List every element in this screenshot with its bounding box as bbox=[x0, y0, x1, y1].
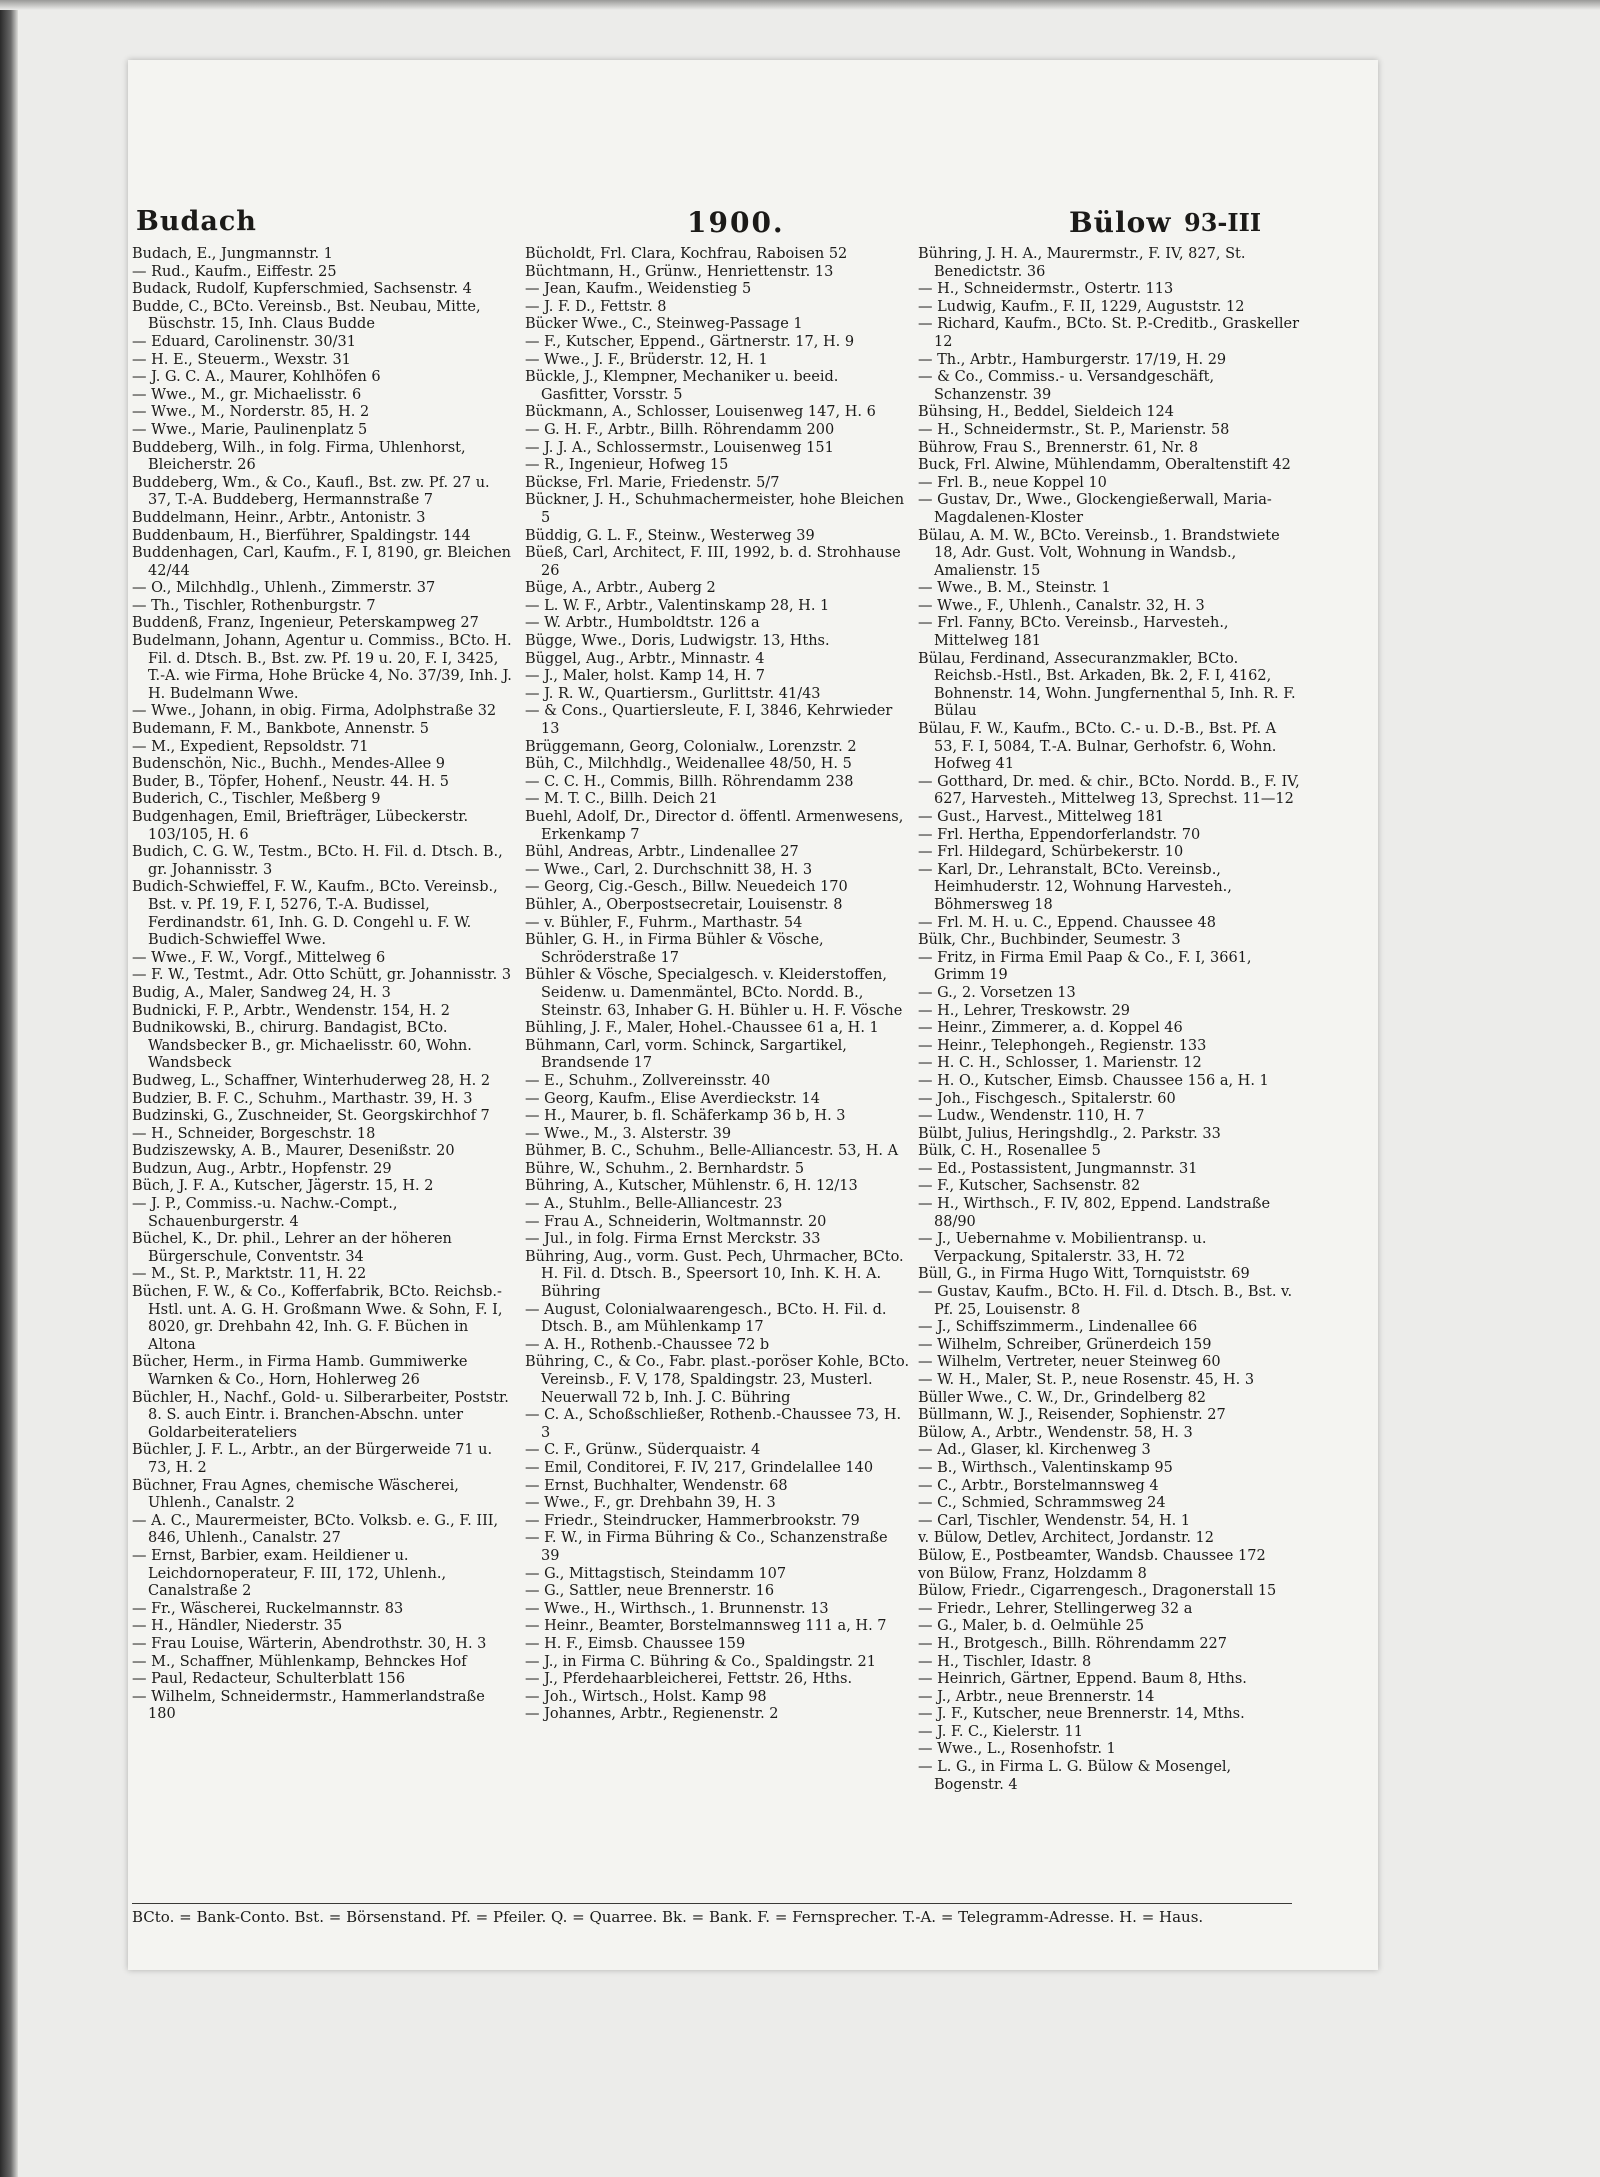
directory-entry: — Wwe., M., Norderstr. 85, H. 2 bbox=[132, 404, 370, 421]
directory-entry: — M., St. P., Marktstr. 11, H. 22 bbox=[132, 1266, 367, 1283]
directory-entry: Bülau, A. M. W., BCto. Vereinsb., 1. Brandstwiete 18, Adr. Gust. Volt, Wohnung in Wandsb., Amalienstr. 15 bbox=[918, 527, 1280, 579]
directory-entry: Büge, A., Arbtr., Auberg 2 bbox=[525, 580, 716, 597]
directory-entry: — L. W. F., Arbtr., Valentinskamp 28, H. 1 bbox=[525, 597, 830, 614]
directory-entry: — F., Kutscher, Eppend., Gärtnerstr. 17, H. 9 bbox=[525, 333, 855, 350]
directory-entry: Büddig, G. L. F., Steinw., Westerweg 39 bbox=[525, 527, 815, 544]
directory-entry: — Ad., Glaser, kl. Kirchenweg 3 bbox=[918, 1442, 1151, 1459]
directory-entry: — H., Schneidermstr., Ostertr. 113 bbox=[918, 281, 1174, 298]
directory-entry: — Fritz, in Firma Emil Paap & Co., F. I, 3661, Grimm 19 bbox=[918, 949, 1252, 984]
directory-entry: — J. J. A., Schlossermstr., Louisenweg 151 bbox=[525, 439, 834, 456]
directory-entry: — & Co., Commiss.- u. Versandgeschäft, Schanzenstr. 39 bbox=[918, 369, 1215, 403]
directory-column-2 bbox=[525, 246, 910, 1916]
directory-entry: Büh, C., Milchhdlg., Weidenallee 48/50, H. 5 bbox=[525, 756, 852, 773]
directory-entry: — C. C. H., Commis, Billh. Röhrendamm 238 bbox=[525, 773, 854, 790]
header-year: 1900. bbox=[687, 206, 785, 239]
page-number: 93-III bbox=[1184, 208, 1262, 237]
directory-entry: — Wwe., L., Rosenhofstr. 1 bbox=[918, 1741, 1116, 1758]
directory-entry: Buddelmann, Heinr., Arbtr., Antonistr. 3 bbox=[132, 509, 426, 526]
directory-entry: Bühler, G. H., in Firma Bühler & Vösche, Schröderstraße 17 bbox=[525, 932, 824, 966]
scan-edge-top bbox=[0, 0, 1600, 10]
directory-entry: Brüggemann, Georg, Colonialw., Lorenzstr. 2 bbox=[525, 738, 857, 755]
directory-entry: — H., Brotgesch., Billh. Röhrendamm 227 bbox=[918, 1635, 1227, 1652]
directory-entry: — R., Ingenieur, Hofweg 15 bbox=[525, 457, 729, 474]
directory-entry: — Ludw., Wendenstr. 110, H. 7 bbox=[918, 1108, 1145, 1125]
directory-entry: Büchtmann, H., Grünw., Henriettenstr. 13 bbox=[525, 263, 834, 280]
directory-entry: — Wwe., Marie, Paulinenplatz 5 bbox=[132, 421, 368, 438]
directory-entry: — J. P., Commiss.-u. Nachw.-Compt., Schauenburgerstr. 4 bbox=[132, 1196, 398, 1230]
directory-entry: — B., Wirthsch., Valentinskamp 95 bbox=[918, 1459, 1173, 1476]
directory-entry: — Heinrich, Gärtner, Eppend. Baum 8, Hths. bbox=[918, 1671, 1247, 1688]
directory-entry: — H., Maurer, b. fl. Schäferkamp 36 b, H. 3 bbox=[525, 1108, 846, 1125]
directory-entry: Bülk, Chr., Buchbinder, Seumestr. 3 bbox=[918, 932, 1181, 949]
scan-edge-left bbox=[0, 0, 18, 2177]
directory-entry: — Georg, Kaufm., Elise Averdieckstr. 14 bbox=[525, 1090, 820, 1107]
directory-column-3 bbox=[918, 246, 1303, 1916]
directory-entry: v. Bülow, Detlev, Architect, Jordanstr. 12 bbox=[918, 1530, 1214, 1547]
directory-entry: — J., Schiffszimmerm., Lindenallee 66 bbox=[918, 1319, 1198, 1336]
directory-entry: Bühler & Vösche, Specialgesch. v. Kleiderstoffen, Seidenw. u. Damenmäntel, BCto. Nordd. B., Steinstr. 63, Inhaber G. H. Bühler u. H. F. Vösche bbox=[525, 967, 903, 1019]
directory-entry: — Gustav, Dr., Wwe., Glockengießerwall, Maria-Magdalenen-Kloster bbox=[918, 492, 1272, 526]
directory-entry: — A., Stuhlm., Belle-Alliancestr. 23 bbox=[525, 1196, 783, 1213]
directory-entry: — Wwe., M., 3. Alsterstr. 39 bbox=[525, 1125, 732, 1142]
directory-entry: Budzun, Aug., Arbtr., Hopfenstr. 29 bbox=[132, 1160, 392, 1177]
directory-entry: Bülbt, Julius, Heringshdlg., 2. Parkstr. 33 bbox=[918, 1125, 1221, 1142]
directory-entry: — Wwe., F., Uhlenh., Canalstr. 32, H. 3 bbox=[918, 597, 1205, 614]
directory-entry: — Ed., Postassistent, Jungmannstr. 31 bbox=[918, 1160, 1198, 1177]
directory-entry: Budgenhagen, Emil, Briefträger, Lübeckerstr. 103/105, H. 6 bbox=[132, 809, 469, 843]
directory-entry: — Wilhelm, Schreiber, Grünerdeich 159 bbox=[918, 1336, 1212, 1353]
directory-entry: — H., Schneider, Borgeschstr. 18 bbox=[132, 1125, 376, 1142]
directory-entry: Budweg, L., Schaffner, Winterhuderweg 28, H. 2 bbox=[132, 1072, 491, 1089]
directory-entry: — Frl. Hertha, Eppendorferlandstr. 70 bbox=[918, 826, 1201, 843]
abbreviation-legend: BCto. = Bank-Conto. Bst. = Börsenstand. Pf. = Pfeiler. Q. = Quarree. Bk. = Bank. F. = Fernsprecher. T.-A. = Telegramm-Adresse. H. = Haus. bbox=[132, 1908, 1204, 1926]
directory-entry: — Th., Tischler, Rothenburgstr. 7 bbox=[132, 597, 376, 614]
directory-entry: Bühmer, B. C., Schuhm., Belle-Alliancestr. 53, H. A bbox=[525, 1143, 899, 1160]
directory-entry: — G., Mittagstisch, Steindamm 107 bbox=[525, 1565, 787, 1582]
directory-entry: — Heinr., Beamter, Borstelmannsweg 111 a, H. 7 bbox=[525, 1618, 887, 1635]
directory-entry: Bühsing, H., Beddel, Sieldeich 124 bbox=[918, 404, 1174, 421]
directory-entry: Buddeberg, Wilh., in folg. Firma, Uhlenhorst, Bleicherstr. 26 bbox=[132, 439, 466, 474]
directory-entry: Budich, C. G. W., Testm., BCto. H. Fil. d. Dtsch. B., gr. Johannisstr. 3 bbox=[132, 844, 503, 878]
directory-entry: — August, Colonialwaarengesch., BCto. H. Fil. d. Dtsch. B., am Mühlenkamp 17 bbox=[525, 1301, 887, 1336]
directory-entry: — H. O., Kutscher, Eimsb. Chaussee 156 a, H. 1 bbox=[918, 1072, 1269, 1089]
directory-entry: Büchen, F. W., & Co., Kofferfabrik, BCto. Reichsb.-Hstl. unt. A. G. H. Großmann Wwe. & Sohn, F. I, 8020, gr. Drehbahn 42, Inh. G. F. Büchen in Altona bbox=[132, 1284, 503, 1353]
directory-entry: — Wwe., F., gr. Drehbahn 39, H. 3 bbox=[525, 1495, 776, 1512]
header-left-keyword: Budach bbox=[136, 206, 257, 237]
directory-entry: — Friedr., Lehrer, Stellingerweg 32 a bbox=[918, 1600, 1193, 1617]
directory-entry: — G., Sattler, neue Brennerstr. 16 bbox=[525, 1583, 775, 1600]
directory-entry: — Wwe., J. F., Brüderstr. 12, H. 1 bbox=[525, 351, 768, 368]
directory-entry: Budziszewsky, A. B., Maurer, Desenißstr. 20 bbox=[132, 1143, 455, 1160]
directory-entry: Budde, C., BCto. Vereinsb., Bst. Neubau, Mitte, Büschstr. 15, Inh. Claus Budde bbox=[132, 298, 481, 333]
directory-entry: — Karl, Dr., Lehranstalt, BCto. Vereinsb., Heimhuderstr. 12, Wohnung Harvesteh., Böhmersweg 18 bbox=[918, 861, 1232, 913]
directory-entry: — J., Pferdehaarbleicherei, Fettstr. 26, Hths. bbox=[525, 1671, 853, 1688]
directory-entry: — Friedr., Steindrucker, Hammerbrookstr. 79 bbox=[525, 1512, 860, 1529]
directory-entry: — Wwe., F. W., Vorgf., Mittelweg 6 bbox=[132, 949, 386, 966]
directory-entry: — Emil, Conditorei, F. IV, 217, Grindelallee 140 bbox=[525, 1459, 874, 1476]
directory-entry: — Gotthard, Dr. med. & chir., BCto. Nordd. B., F. IV, 627, Harvesteh., Mittelweg 13, Sprechst. 11—12 bbox=[918, 773, 1300, 808]
directory-entry: Bühl, Andreas, Arbtr., Lindenallee 27 bbox=[525, 844, 799, 861]
directory-entry: — H., Wirthsch., F. IV, 802, Eppend. Landstraße 88/90 bbox=[918, 1196, 1271, 1230]
directory-entry: Buder, B., Töpfer, Hohenf., Neustr. 44. H. 5 bbox=[132, 773, 450, 790]
directory-entry: — J., in Firma C. Bühring & Co., Spaldingstr. 21 bbox=[525, 1653, 876, 1670]
directory-entry: — Wwe., M., gr. Michaelisstr. 6 bbox=[132, 386, 362, 403]
directory-entry: Bülau, Ferdinand, Assecuranzmakler, BCto. Reichsb.-Hstl., Bst. Arkaden, Bk. 2, F. I, 4162, Bohnenstr. 14, Wohn. Jungfernenthal 5, Inh. R. F. Bülau bbox=[918, 650, 1296, 720]
directory-entry: — Johannes, Arbtr., Regienenstr. 2 bbox=[525, 1706, 779, 1723]
directory-entry: — F. W., Testmt., Adr. Otto Schütt, gr. Johannisstr. 3 bbox=[132, 967, 512, 984]
directory-entry: — F., Kutscher, Sachsenstr. 82 bbox=[918, 1178, 1141, 1195]
directory-entry: — Jul., in folg. Firma Ernst Merckstr. 33 bbox=[525, 1231, 821, 1248]
directory-entry: — Carl, Tischler, Wendenstr. 54, H. 1 bbox=[918, 1512, 1191, 1529]
directory-entry: Bückse, Frl. Marie, Friedenstr. 5/7 bbox=[525, 474, 780, 491]
directory-entry: Bühring, J. H. A., Maurermstr., F. IV, 827, St. Benedictstr. 36 bbox=[918, 246, 1246, 280]
directory-entry: Büchner, Frau Agnes, chemische Wäscherei, Uhlenh., Canalstr. 2 bbox=[132, 1477, 459, 1512]
directory-entry: Bückner, J. H., Schuhmachermeister, hohe Bleichen 5 bbox=[525, 492, 905, 526]
directory-entry: — H. F., Eimsb. Chaussee 159 bbox=[525, 1635, 746, 1652]
directory-entry: Budnicki, F. P., Arbtr., Wendenstr. 154, H. 2 bbox=[132, 1002, 451, 1019]
directory-entry: — Frau A., Schneiderin, Woltmannstr. 20 bbox=[525, 1213, 827, 1230]
directory-entry: — Frl. Hildegard, Schürbekerstr. 10 bbox=[918, 844, 1184, 861]
directory-entry: — J. F. C., Kielerstr. 11 bbox=[918, 1723, 1083, 1740]
directory-entry: Budenschön, Nic., Buchh., Mendes-Allee 9 bbox=[132, 756, 445, 773]
directory-entry: — A. C., Maurermeister, BCto. Volksb. e. G., F. III, 846, Uhlenh., Canalstr. 27 bbox=[132, 1512, 499, 1547]
directory-entry: — J. R. W., Quartiersm., Gurlittstr. 41/43 bbox=[525, 685, 821, 702]
directory-entry: Bührow, Frau S., Brennerstr. 61, Nr. 8 bbox=[918, 439, 1199, 456]
directory-entry: — G., 2. Vorsetzen 13 bbox=[918, 984, 1076, 1001]
directory-entry: Bühler, A., Oberpostsecretair, Louisenstr. 8 bbox=[525, 896, 843, 913]
directory-entry: — J., Maler, holst. Kamp 14, H. 7 bbox=[525, 668, 765, 685]
directory-entry: — F. W., in Firma Bühring & Co., Schanzenstraße 39 bbox=[525, 1530, 888, 1564]
directory-entry: — & Cons., Quartiersleute, F. I, 3846, Kehrwieder 13 bbox=[525, 703, 893, 738]
directory-entry: von Bülow, Franz, Holzdamm 8 bbox=[918, 1565, 1147, 1582]
directory-entry: — Wilhelm, Vertreter, neuer Steinweg 60 bbox=[918, 1354, 1221, 1371]
directory-entry: Budzier, B. F. C., Schuhm., Marthastr. 39, H. 3 bbox=[132, 1090, 473, 1107]
directory-entry: Budich-Schwieffel, F. W., Kaufm., BCto. Vereinsb., Bst. v. Pf. 19, F. I, 5276, T.-A. Budissel, Ferdinandstr. 61, Inh. G. D. Congehl u. F. W. Budich-Schwieffel Wwe. bbox=[132, 879, 498, 949]
directory-entry: Büchel, K., Dr. phil., Lehrer an der höheren Bürgerschule, Conventstr. 34 bbox=[132, 1231, 452, 1265]
directory-entry: Budemann, F. M., Bankbote, Annenstr. 5 bbox=[132, 721, 430, 738]
directory-entry: Buderich, C., Tischler, Meßberg 9 bbox=[132, 791, 381, 808]
directory-entry: Bücholdt, Frl. Clara, Kochfrau, Raboisen 52 bbox=[525, 246, 848, 262]
directory-entry: — W. H., Maler, St. P., neue Rosenstr. 45, H. 3 bbox=[918, 1372, 1255, 1388]
directory-entry: — Frl. Fanny, BCto. Vereinsb., Harvesteh., Mittelweg 181 bbox=[918, 615, 1229, 650]
directory-entry: Buck, Frl. Alwine, Mühlendamm, Oberaltenstift 42 bbox=[918, 457, 1291, 474]
directory-entry: Bühre, W., Schuhm., 2. Bernhardstr. 5 bbox=[525, 1160, 805, 1177]
directory-entry: — E., Schuhm., Zollvereinsstr. 40 bbox=[525, 1072, 771, 1089]
directory-entry: Büllmann, W. J., Reisender, Sophienstr. 27 bbox=[918, 1407, 1226, 1424]
directory-entry: — Jean, Kaufm., Weidenstieg 5 bbox=[525, 281, 752, 298]
directory-entry: — J. F. D., Fettstr. 8 bbox=[525, 298, 667, 315]
directory-entry: — Frl. B., neue Koppel 10 bbox=[918, 474, 1107, 491]
directory-entry: Buddenhagen, Carl, Kaufm., F. I, 8190, gr. Bleichen 42/44 bbox=[132, 545, 511, 579]
directory-entry: — Wwe., H., Wirthsch., 1. Brunnenstr. 13 bbox=[525, 1600, 829, 1617]
directory-entry: Büchler, J. F. L., Arbtr., an der Bürgerweide 71 u. 73, H. 2 bbox=[132, 1442, 493, 1476]
directory-entry: Buddenß, Franz, Ingenieur, Peterskampweg 27 bbox=[132, 615, 479, 632]
directory-entry: — J., Uebernahme v. Mobilientransp. u. Verpackung, Spitalerstr. 33, H. 72 bbox=[918, 1231, 1207, 1265]
directory-entry: — Ernst, Buchhalter, Wendenstr. 68 bbox=[525, 1477, 788, 1494]
directory-entry: Bücker Wwe., C., Steinweg-Passage 1 bbox=[525, 316, 803, 333]
directory-entry: — M., Schaffner, Mühlenkamp, Behnckes Hof bbox=[132, 1653, 467, 1670]
directory-entry: — M., Expedient, Repsoldstr. 71 bbox=[132, 738, 369, 755]
directory-entry: — C. F., Grünw., Süderquaistr. 4 bbox=[525, 1442, 761, 1459]
directory-entry: Budelmann, Johann, Agentur u. Commiss., BCto. H. Fil. d. Dtsch. B., Bst. zw. Pf. 19 u. 20, F. I, 3425, T.-A. wie Firma, Hohe Brücke 4, No. 37/39, Inh. J. H. Budelmann Wwe. bbox=[132, 633, 512, 702]
directory-entry: — C. A., Schoßschließer, Rothenb.-Chaussee 73, H. 3 bbox=[525, 1407, 902, 1441]
directory-entry: — H. E., Steuerm., Wexstr. 31 bbox=[132, 351, 351, 368]
directory-entry: Budack, Rudolf, Kupferschmied, Sachsenstr. 4 bbox=[132, 281, 472, 298]
directory-entry: Bückmann, A., Schlosser, Louisenweg 147, H. 6 bbox=[525, 404, 876, 421]
directory-entry: Bügge, Wwe., Doris, Ludwigstr. 13, Hths. bbox=[525, 633, 830, 650]
directory-entry: Büller Wwe., C. W., Dr., Grindelberg 82 bbox=[918, 1389, 1207, 1406]
directory-entry: — H., Tischler, Idastr. 8 bbox=[918, 1653, 1092, 1670]
directory-entry: Bückle, J., Klempner, Mechaniker u. beeid. Gasfitter, Vorsstr. 5 bbox=[525, 369, 839, 403]
directory-entry: Buehl, Adolf, Dr., Director d. öffentl. Armenwesens, Erkenkamp 7 bbox=[525, 809, 904, 843]
directory-entry: — Georg, Cig.-Gesch., Billw. Neuedeich 170 bbox=[525, 879, 848, 896]
directory-entry: — M. T. C., Billh. Deich 21 bbox=[525, 791, 718, 808]
directory-entry: — Joh., Wirtsch., Holst. Kamp 98 bbox=[525, 1688, 767, 1705]
directory-entry: Bühring, A., Kutscher, Mühlenstr. 6, H. 12/13 bbox=[525, 1178, 858, 1195]
directory-entry: — Gust., Harvest., Mittelweg 181 bbox=[918, 809, 1165, 825]
directory-entry: Budnikowski, B., chirurg. Bandagist, BCto. Wandsbecker B., gr. Michaelisstr. 60, Wohn. Wandsbeck bbox=[132, 1020, 472, 1072]
directory-entry: — Paul, Redacteur, Schulterblatt 156 bbox=[132, 1671, 406, 1688]
header-right-keyword: Bülow bbox=[1069, 206, 1172, 239]
directory-entry: — G., Maler, b. d. Oelmühle 25 bbox=[918, 1618, 1145, 1635]
directory-entry: — J. F., Kutscher, neue Brennerstr. 14, Mths. bbox=[918, 1706, 1245, 1723]
directory-entry: — Frau Louise, Wärterin, Abendrothstr. 30, H. 3 bbox=[132, 1635, 487, 1652]
directory-column-1 bbox=[132, 246, 517, 1916]
directory-entry: Bühling, J. F., Maler, Hohel.-Chaussee 61 a, H. 1 bbox=[525, 1020, 879, 1037]
directory-entry: — Wwe., Carl, 2. Durchschnitt 38, H. 3 bbox=[525, 861, 813, 878]
directory-entry: — Frl. M. H. u. C., Eppend. Chaussee 48 bbox=[918, 914, 1216, 931]
directory-entry: — Heinr., Telephongeh., Regienstr. 133 bbox=[918, 1037, 1207, 1054]
directory-entry: — Ludwig, Kaufm., F. II, 1229, Auguststr. 12 bbox=[918, 298, 1245, 315]
directory-entry: — W. Arbtr., Humboldtstr. 126 a bbox=[525, 615, 760, 632]
directory-entry: — Wwe., Johann, in obig. Firma, Adolphstraße 32 bbox=[132, 703, 497, 720]
directory-entry: — Eduard, Carolinenstr. 30/31 bbox=[132, 333, 356, 350]
directory-entry: Büll, G., in Firma Hugo Witt, Tornquiststr. 69 bbox=[918, 1266, 1250, 1283]
directory-entry: — H., Lehrer, Treskowstr. 29 bbox=[918, 1002, 1131, 1019]
directory-entry: — J. G. C. A., Maurer, Kohlhöfen 6 bbox=[132, 369, 381, 386]
directory-entry: — H., Händler, Niederstr. 35 bbox=[132, 1618, 343, 1635]
directory-entry: — O., Milchhdlg., Uhlenh., Zimmerstr. 37 bbox=[132, 580, 436, 597]
directory-entry: Bülow, E., Postbeamter, Wandsb. Chaussee 172 bbox=[918, 1547, 1266, 1564]
directory-entry: Budig, A., Maler, Sandweg 24, H. 3 bbox=[132, 984, 391, 1001]
directory-entry: Budach, E., Jungmannstr. 1 bbox=[132, 246, 333, 262]
directory-entry: Bühring, C., & Co., Fabr. plast.-poröser Kohle, BCto. Vereinsb., F. V, 178, Spaldingstr. 23, Musterl. Neuerwall 72 b, Inh. J. C. Bühring bbox=[525, 1354, 910, 1406]
directory-entry: Buddenbaum, H., Bierführer, Spaldingstr. 144 bbox=[132, 527, 471, 544]
directory-entry: — L. G., in Firma L. G. Bülow & Mosengel, Bogenstr. 4 bbox=[918, 1759, 1232, 1793]
directory-entry: — Ernst, Barbier, exam. Heildiener u. Leichdornoperateur, F. III, 172, Uhlenh., Canalstraße 2 bbox=[132, 1547, 447, 1600]
page-header bbox=[136, 206, 1268, 246]
directory-entry: — Richard, Kaufm., BCto. St. P.-Creditb., Graskeller 12 bbox=[918, 316, 1300, 350]
directory-entry: — J., Arbtr., neue Brennerstr. 14 bbox=[918, 1688, 1155, 1705]
directory-entry: — Rud., Kaufm., Eiffestr. 25 bbox=[132, 263, 337, 280]
directory-entry: Buddeberg, Wm., & Co., Kaufl., Bst. zw. Pf. 27 u. 37, T.-A. Buddeberg, Hermannstraße 7 bbox=[132, 474, 490, 509]
directory-entry: — Wilhelm, Schneidermstr., Hammerlandstraße 180 bbox=[132, 1688, 485, 1723]
directory-entry: — Joh., Fischgesch., Spitalerstr. 60 bbox=[918, 1090, 1176, 1107]
directory-entry: Bühmann, Carl, vorm. Schinck, Sargartikel, Brandsende 17 bbox=[525, 1037, 847, 1072]
directory-entry: — Gustav, Kaufm., BCto. H. Fil. d. Dtsch. B., Bst. v. Pf. 25, Louisenstr. 8 bbox=[918, 1284, 1293, 1318]
directory-entry: Bücher, Herm., in Firma Hamb. Gummiwerke Warnken & Co., Horn, Hohlerweg 26 bbox=[132, 1354, 468, 1388]
directory-entry: Bülow, A., Arbtr., Wendenstr. 58, H. 3 bbox=[918, 1424, 1193, 1441]
directory-entry: Büchler, H., Nachf., Gold- u. Silberarbeiter, Poststr. 8. S. auch Eintr. i. Branchen-Abschn. unter Goldarbeiterateliers bbox=[132, 1389, 509, 1441]
directory-entry: — C., Schmied, Schrammsweg 24 bbox=[918, 1495, 1166, 1512]
directory-entry: Bülow, Friedr., Cigarrengesch., Dragonerstall 15 bbox=[918, 1583, 1277, 1600]
directory-entry: Bühring, Aug., vorm. Gust. Pech, Uhrmacher, BCto. H. Fil. d. Dtsch. B., Speersort 10, Inh. K. H. A. Bühring bbox=[525, 1248, 904, 1301]
footer-rule bbox=[132, 1903, 1292, 1904]
directory-entry: — Wwe., B. M., Steinstr. 1 bbox=[918, 580, 1111, 597]
directory-entry: — A. H., Rothenb.-Chaussee 72 b bbox=[525, 1336, 770, 1353]
directory-entry: Büggel, Aug., Arbtr., Minnastr. 4 bbox=[525, 650, 765, 667]
directory-entry: — H. C. H., Schlosser, 1. Marienstr. 12 bbox=[918, 1055, 1202, 1072]
directory-entry: — G. H. F., Arbtr., Billh. Röhrendamm 200 bbox=[525, 421, 835, 438]
directory-entry: — H., Schneidermstr., St. P., Marienstr. 58 bbox=[918, 421, 1230, 438]
directory-entry: Büeß, Carl, Architect, F. III, 1992, b. d. Strohhause 26 bbox=[525, 545, 901, 579]
directory-entry: — Heinr., Zimmerer, a. d. Koppel 46 bbox=[918, 1020, 1183, 1037]
directory-entry: Budzinski, G., Zuschneider, St. Georgskirchhof 7 bbox=[132, 1108, 490, 1125]
directory-entry: Bülk, C. H., Rosenallee 5 bbox=[918, 1143, 1101, 1160]
directory-entry: Bülau, F. W., Kaufm., BCto. C.- u. D.-B., Bst. Pf. A 53, F. I, 5084, T.-A. Bulnar, Gerhofstr. 6, Wohn. Hofweg 41 bbox=[918, 721, 1277, 773]
directory-entry: — C., Arbtr., Borstelmannsweg 4 bbox=[918, 1477, 1159, 1494]
directory-entry: — Fr., Wäscherei, Ruckelmannstr. 83 bbox=[132, 1600, 404, 1617]
directory-entry: — v. Bühler, F., Fuhrm., Marthastr. 54 bbox=[525, 914, 803, 931]
directory-entry: — Th., Arbtr., Hamburgerstr. 17/19, H. 29 bbox=[918, 351, 1227, 368]
directory-entry: Büch, J. F. A., Kutscher, Jägerstr. 15, H. 2 bbox=[132, 1178, 434, 1195]
